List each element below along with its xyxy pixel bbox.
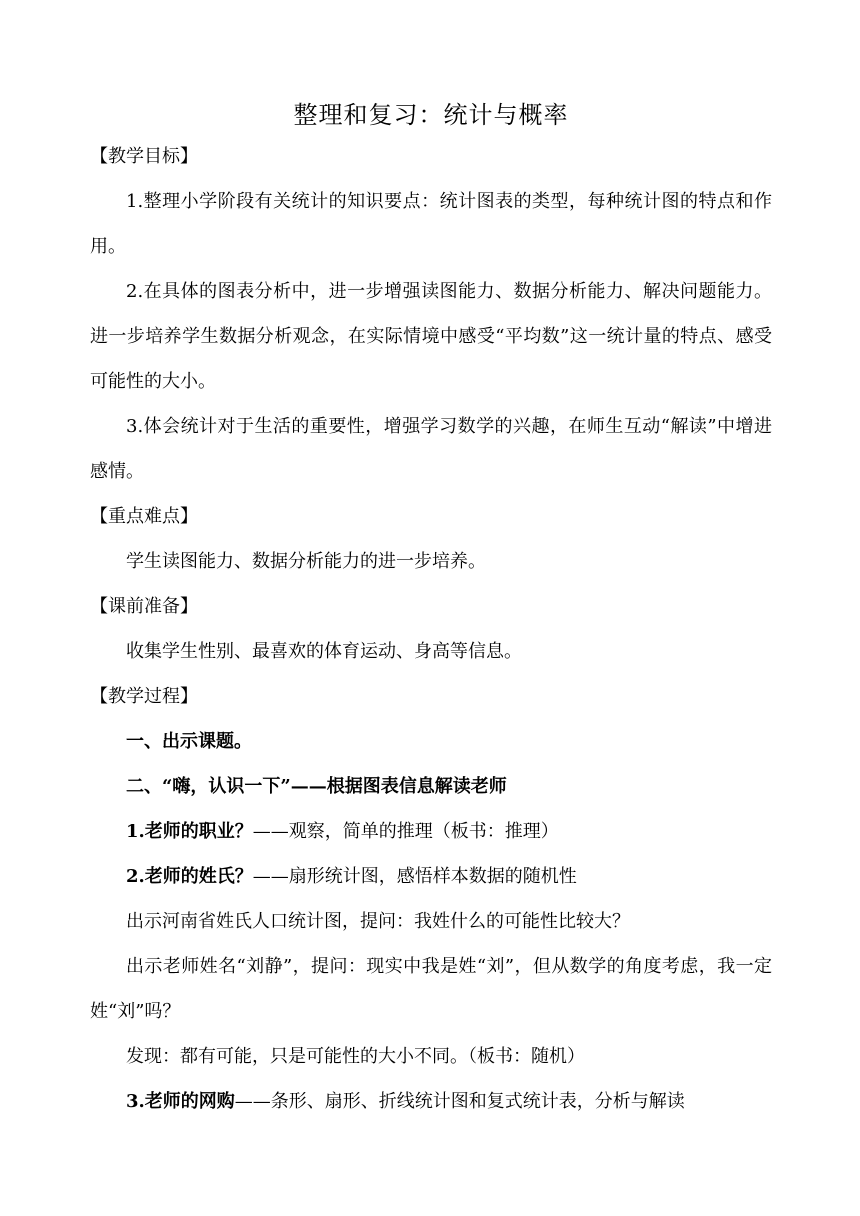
- process-item-surname-lead: 2.老师的姓氏？: [126, 866, 253, 887]
- objective-3-text: 3.体会统计对于生活的重要性，增强学习数学的兴趣，在师生互动“解读”中增进感情。: [90, 416, 772, 482]
- document-title: 整理和复习：统计与概率: [293, 101, 569, 129]
- objective-1: [90, 179, 772, 269]
- section-heading-key-points: 【重点难点】: [90, 506, 198, 527]
- objective-3: [90, 404, 772, 494]
- process-item-surname: [90, 854, 772, 899]
- surname-finding: 发现：都有可能，只是可能性的大小不同。（板书：随机）: [126, 1046, 585, 1067]
- objective-2-text: 2.在具体的图表分析中，进一步增强读图能力、数据分析能力、解决问题能力。进一步培养学生数据分析观念，在实际情境中感受“平均数”这一统计量的特点、感受可能性的大小。: [90, 281, 772, 392]
- process-step-1: 一、出示课题。: [126, 731, 252, 752]
- process-item-surname-text: ——扇形统计图，感悟样本数据的随机性: [252, 866, 577, 887]
- process-item-shopping-lead: 3.老师的网购: [126, 1091, 235, 1112]
- key-points-text: 学生读图能力、数据分析能力的进一步培养。: [126, 551, 486, 572]
- preparation-text: 收集学生性别、最喜欢的体育运动、身高等信息。: [126, 641, 522, 662]
- process-item-occupation: [90, 809, 772, 854]
- process-step-2: 二、“嗨，认识一下”——根据图表信息解读老师: [126, 776, 507, 797]
- surname-question-1: 出示河南省姓氏人口统计图，提问：我姓什么的可能性比较大？: [126, 911, 630, 932]
- objective-1-text: 1.整理小学阶段有关统计的知识要点：统计图表的类型，每种统计图的特点和作用。: [90, 191, 772, 257]
- surname-question-2: 出示老师姓名“刘静”，提问：现实中我是姓“刘”，但从数学的角度考虑，我一定姓“刘”吗？: [90, 956, 772, 1022]
- section-heading-process: 【教学过程】: [90, 686, 198, 707]
- section-heading-objectives: 【教学目标】: [90, 146, 198, 167]
- process-item-occupation-text: ——观察，简单的推理（板书：推理）: [252, 821, 559, 842]
- process-item-shopping-text: ——条形、扇形、折线统计图和复式统计表，分析与解读: [234, 1091, 685, 1112]
- objective-2: [90, 269, 772, 404]
- process-item-occupation-lead: 1.老师的职业？: [126, 821, 253, 842]
- process-item-shopping: [90, 1079, 772, 1124]
- section-heading-preparation: 【课前准备】: [90, 596, 198, 617]
